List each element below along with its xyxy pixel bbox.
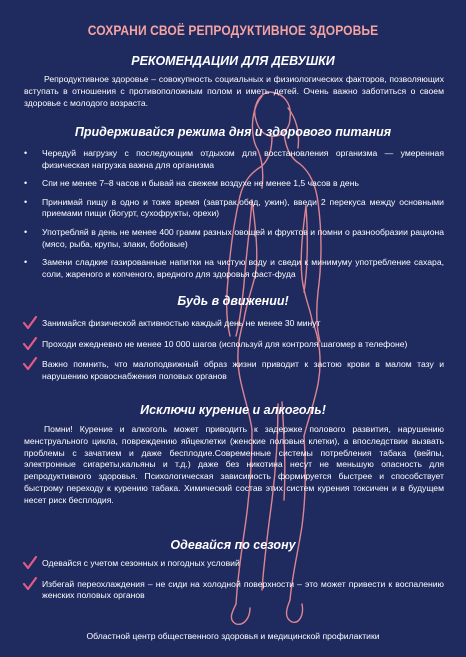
- check-icon: [22, 555, 38, 571]
- regime-list: [22, 148, 444, 280]
- bullet-dot-icon: •: [24, 148, 28, 158]
- list-item: • Замени сладкие газированные напитки на чистую воду и сведи к минимуму употребление сахара, соли, жареного и копченого, вредного для здоровья фаст-фуда: [24, 257, 444, 279]
- list-item: • Принимай пищу в одно и тоже время (завтрак,обед, ужин), введи 2 перекуса между основными приемами пищи (йогурт, сухофрукты, орехи): [24, 196, 444, 219]
- smoking-text: Помни! Курение и алкоголь может приводить к задержке полового развития, нарушению менструального цикла, повреждению яйцеклетки (женские половые клетки), а впоследствии вызвать проблемы с зачатием и даже бесплодие.Современные системы потребления табака (вейпы, электронные сигареты,кальяны и т.д.) даже без никотина несут не меньшую опасность для репродуктивного здоровья. Психологическая зависимость формируется быстрее и способствует быстрому переходу к курению табака. Химический состав этих систем курения токсичен и в будущем несет риск бесплодия.: [24, 424, 444, 505]
- smoking-heading: Исключи курение и алкоголь!: [140, 403, 326, 417]
- season-list: [22, 558, 444, 602]
- check-icon: [22, 315, 38, 331]
- list-item: • Употребляй в день не менее 400 грамм разных овощей и фруктов и помни о разнообразии рациона (мясо, рыба, крупы, злаки, бобовые): [24, 226, 444, 249]
- footer-organization: Областной центр общественного здоровья и медицинской профилактики: [86, 631, 380, 641]
- bullet-dot-icon: •: [24, 257, 28, 268]
- check-icon: [22, 576, 38, 592]
- move-heading: Будь в движении!: [177, 294, 289, 308]
- bullet-dot-icon: •: [24, 178, 28, 189]
- check-icon: [22, 356, 38, 372]
- regime-heading: Придерживайся режима дня и здорового питания: [74, 125, 392, 139]
- check-icon: [22, 336, 38, 352]
- recommend-heading: РЕКОМЕНДАЦИИ ДЛЯ ДЕВУШКИ: [131, 54, 335, 68]
- list-item: Избегай переохлаждения – не сиди на холодной поверхности – это может привести к воспалению женских половых органов: [22, 579, 444, 602]
- recommend-text: Репродуктивное здоровье – совокупность социальных и физиологических факторов, позволяющих вступать в отношения с противоположным полом и иметь детей. Очень важно заботиться о своем здоровье с молодого возраста.: [24, 74, 444, 108]
- move-list: [22, 318, 444, 382]
- season-heading: Одевайся по сезону: [170, 538, 296, 552]
- list-item: • Спи не менее 7–8 часов и бывай на свежем воздухе не менее 1,5 часов в день: [24, 178, 359, 189]
- list-item: Важно помнить, что малоподвижный образ жизни приводит к застою крови в малом тазу и нарушению кровоснабжения половых органов: [22, 359, 444, 382]
- bullet-dot-icon: •: [24, 196, 28, 207]
- list-item: Проходи ежедневно не менее 10 000 шагов (используй для контроля шагомер в телефоне): [22, 339, 444, 351]
- bullet-dot-icon: •: [24, 226, 28, 237]
- list-item: Занимайся физической активностью каждый день не менее 30 минут: [22, 318, 444, 330]
- page-title: СОХРАНИ СВОЁ РЕПРОДУКТИВНОЕ ЗДОРОВЬЕ: [87, 22, 379, 38]
- list-item: Одевайся с учетом сезонных и погодных условий: [22, 558, 444, 570]
- list-item: • Чередуй нагрузку с последующим отдыхом для восстановления организма — умеренная физическая нагрузка важна для организма: [24, 148, 444, 170]
